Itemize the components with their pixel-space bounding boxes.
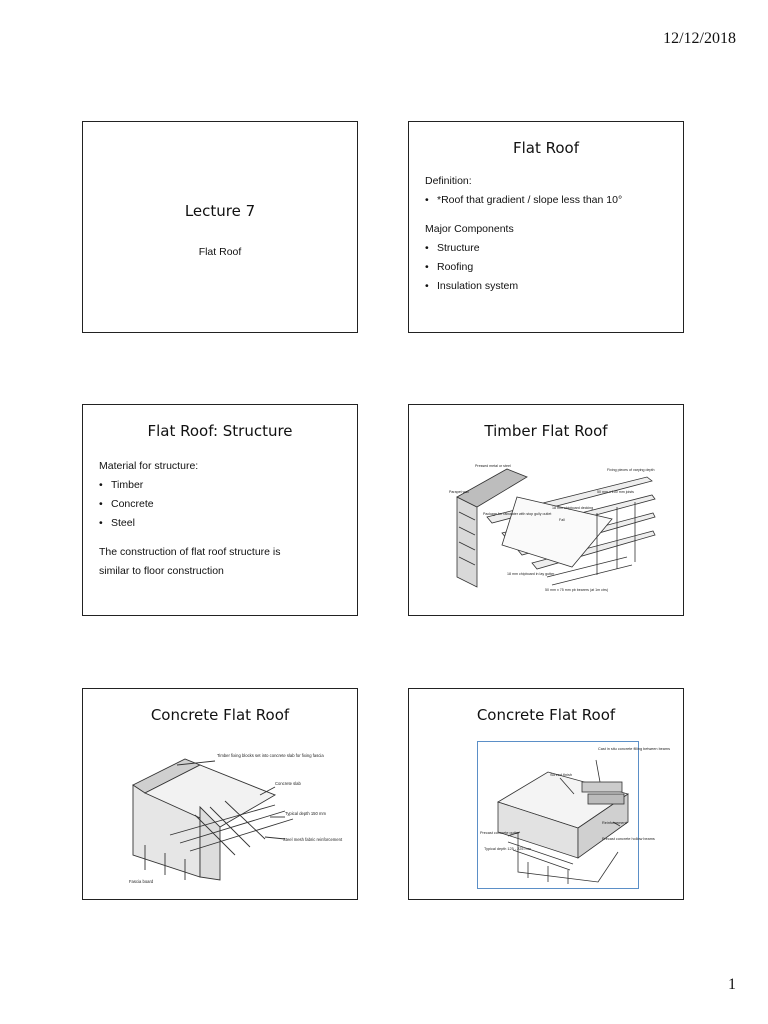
- paragraph-line: similar to floor construction: [99, 565, 224, 577]
- figure-label: 50 mm x 150 mm joists: [597, 490, 634, 494]
- header-date: 12/12/2018: [663, 30, 736, 47]
- figure-label: Concrete slab: [275, 781, 301, 786]
- figure-label: Pressed metal or steel: [475, 464, 511, 468]
- figure-label: Typical depth 125 - 225 mm: [484, 847, 531, 851]
- material-label: Material for structure:: [99, 460, 199, 472]
- figure-label: Fascia board: [129, 879, 154, 884]
- slide-lecture-title: [82, 121, 358, 333]
- figure-label: 18 mm chipboard in lay gutter: [507, 572, 555, 576]
- slide-body: [99, 457, 347, 581]
- slide-flat-roof-structure: [82, 404, 358, 616]
- slide-body: [425, 172, 673, 296]
- list-item: • Insulation system: [425, 277, 673, 296]
- figure-label: Precast concrete hollow beams: [602, 837, 655, 841]
- list-item: • Concrete: [99, 495, 347, 514]
- slide-concrete-flat-roof-2: [408, 688, 684, 900]
- figure-label: Parapet wall: [449, 490, 469, 494]
- concrete-beam-figure: [477, 741, 670, 889]
- slide-flat-roof: [408, 121, 684, 333]
- list-item: • Roofing: [425, 258, 673, 277]
- slide-title: Flat Roof: Structure: [147, 422, 293, 440]
- figure-label: Fall: [559, 518, 565, 522]
- slide-title: Flat Roof: [512, 139, 580, 157]
- figure-label: Precast concrete gutter: [480, 831, 520, 835]
- list-item: • Steel: [99, 514, 347, 533]
- slide-timber-flat-roof: [408, 404, 684, 616]
- paragraph-line: The construction of flat roof structure is: [99, 546, 281, 558]
- components-list: [425, 239, 673, 296]
- figure-label: 18 mm chipboard decking: [552, 506, 594, 510]
- slide-subtitle: Flat Roof: [198, 246, 242, 258]
- slide-title: Lecture 7: [184, 202, 256, 220]
- concrete-roof-figure: [125, 745, 343, 885]
- concrete-beam-drawing: [478, 742, 670, 888]
- definition-list: [425, 191, 673, 210]
- figure-label: Reinforcement: [602, 821, 627, 825]
- definition-label: Definition:: [425, 175, 472, 187]
- figure-label: Fixing pieces of varying depth: [607, 468, 655, 472]
- figure-label: Timber fixing blocks set into concrete slab for fixing fascia: [217, 753, 324, 758]
- figure-label: Screed finish: [550, 773, 572, 777]
- slide-title: Concrete Flat Roof: [150, 706, 290, 724]
- list-item: • *Roof that gradient / slope less than 10°: [425, 191, 673, 210]
- list-item: • Structure: [425, 239, 673, 258]
- concrete-roof-drawing: [125, 745, 343, 885]
- figure-label: Steel mesh fabric reinforcement: [283, 837, 343, 842]
- components-label: Major Components: [425, 223, 514, 235]
- slide-title: Concrete Flat Roof: [476, 706, 616, 724]
- material-list: [99, 476, 347, 533]
- list-item: • Timber: [99, 476, 347, 495]
- slide-concrete-flat-roof: [82, 688, 358, 900]
- slide-title: Timber Flat Roof: [484, 422, 608, 440]
- timber-roof-figure: [447, 457, 657, 597]
- figure-label: Cast in situ concrete filling between beams: [598, 747, 670, 751]
- page-number: 1: [728, 976, 736, 993]
- timber-roof-drawing: [447, 457, 657, 597]
- figure-label: 50 mm x 75 mm pb bearers (at 1m ctrs): [545, 588, 609, 592]
- figure-label: Typical depth 150 mm: [285, 811, 326, 816]
- figure-label: Package for rainwater with stop gully outlet: [483, 512, 552, 516]
